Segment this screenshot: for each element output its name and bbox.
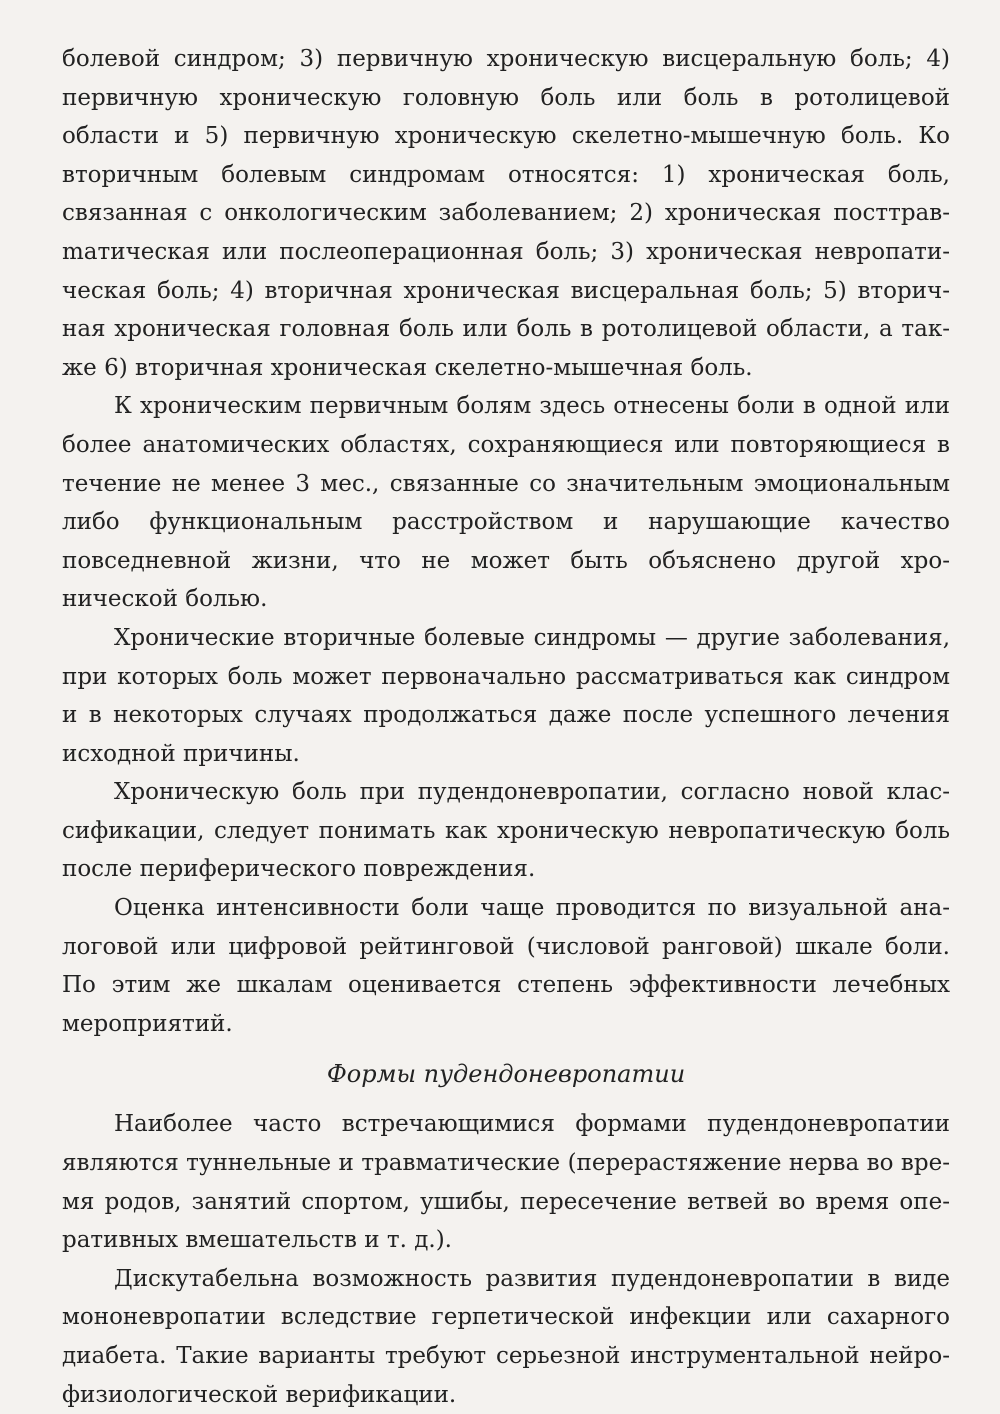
paragraph-primary-pain: К хроническим первичным болям здесь отнесены боли в одной или более анатомических областях, сохраняющиеся или повторяющиеся в течение не менее 3 мес., связанные со значительным эмоциональным либо функциональным расстройством и нарушающие качество повседневной жизни, что не может быть объяснено другой хронической болью. [62, 393, 950, 613]
paragraph-pudendal-classification: Хроническую боль при пудендоневропатии, согласно новой классификации, следует понимать как хроническую невропатическую боль после периферического повреждения. [62, 779, 950, 883]
section-heading: Формы пудендоневропатии [326, 1060, 686, 1089]
paragraph-mononeuropathy: Дискутабельна возможность развития пудендоневропатии в виде мононевропатии вследствие герпетической инфекции или сахарного диабета. Такие варианты требуют серьезной инструментальной нейрофизиологической верификации. [62, 1265, 950, 1408]
paragraph-pain-assessment: Оценка интенсивности боли чаще проводится по визуальной аналоговой или цифровой рейтинговой (числовой ранговой) шкале боли. По этим же шкалам оценивается степень эффективности лечебных мероприятий. [62, 895, 950, 1037]
document-page [62, 40, 950, 1414]
paragraph-continued: болевой синдром; 3) первичную хроническую висцеральную боль; 4) первичную хроническую головную боль или боль в ротолицевой области и 5) первичную хроническую скелетно-мышечную боль. Ко вторичным болевым синдромам относятся: 1) хроническая боль, связанная с онкологическим заболеванием; 2) хроническая посттравmатическая или послеоперационная боль; 3) хроническая невропатическая боль; 4) вторичная хроническая висцеральная боль; 5) вторичная хроническая головная боль или боль в ротолицевой области, а также 6) вторичная хроническая скелетно-мышечная боль. [62, 46, 950, 381]
paragraph-secondary-pain: Хронические вторичные болевые синдромы — другие заболевания, при которых боль может первоначально рассматриваться как синдром и в некоторых случаях продолжаться даже после успешного лечения исходной причины. [62, 624, 950, 767]
paragraph-forms: Наиболее часто встречающимися формами пудендоневропатии являются туннельные и травматические (перерастяжение нерва во время родов, занятий спортом, ушибы, пересечение ветвей во время оперативных вмешательств и т. д.). [62, 1111, 950, 1254]
